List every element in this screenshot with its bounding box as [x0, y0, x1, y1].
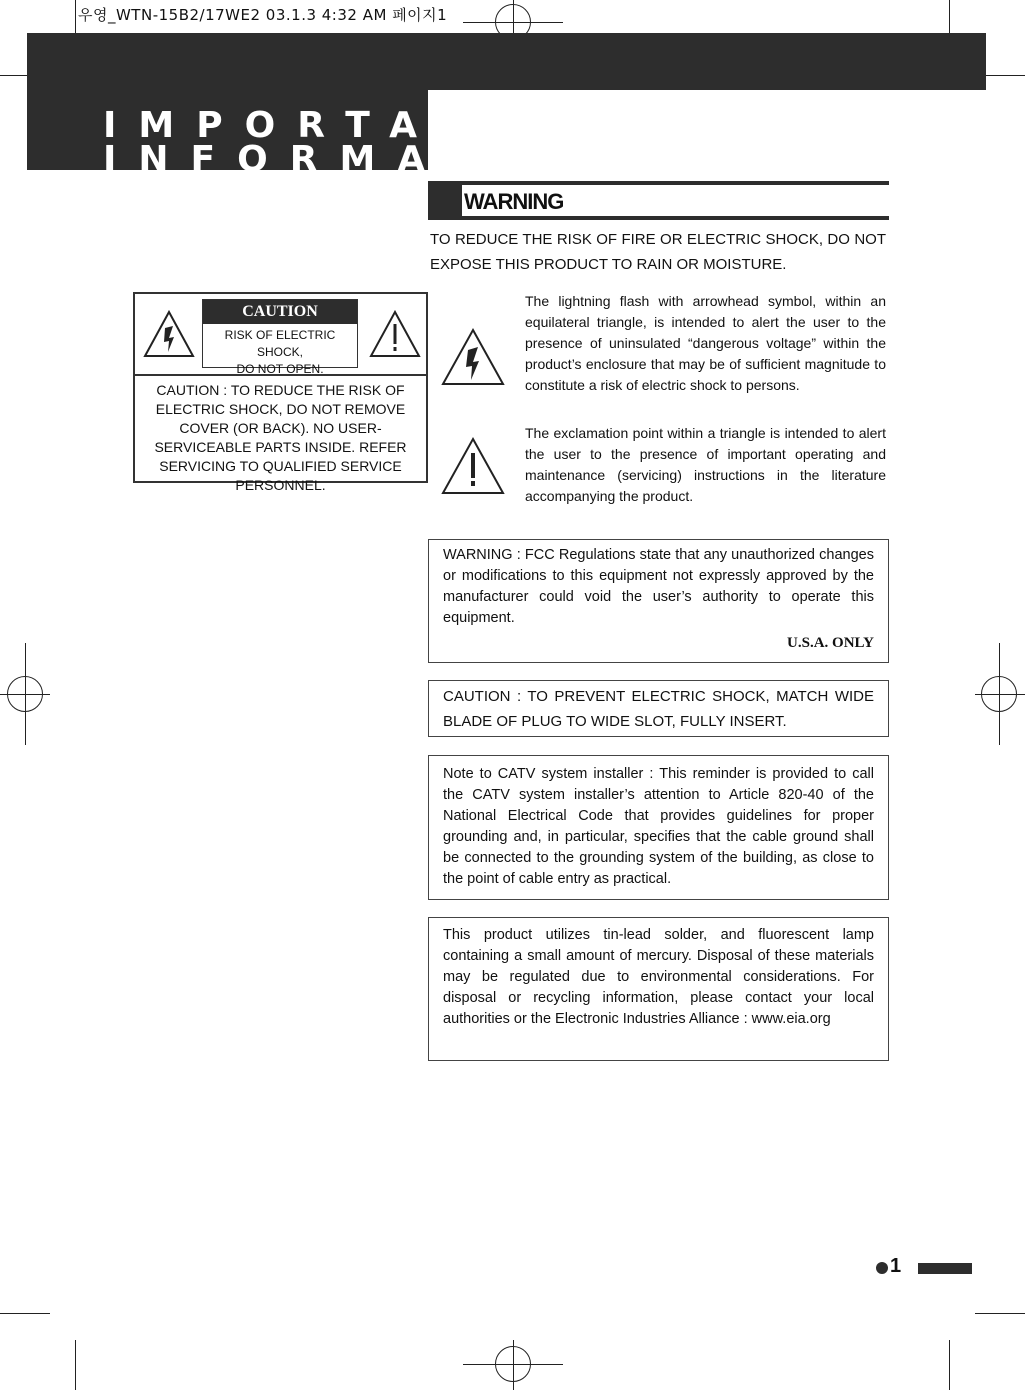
page-number: 1 — [890, 1255, 902, 1277]
lightning-symbol-icon — [441, 328, 505, 386]
page-number-bar — [918, 1263, 972, 1274]
lightning-symbol-text: The lightning flash with arrowhead symbol, within an equilateral triangle, is intended to alert the user to the presence of uninsulated “dangerous voltage” within the product’s enclosure that may be of sufficient magnitude to constitute a risk of electric shock to persons. — [525, 293, 886, 393]
crop-mark — [975, 1313, 1025, 1314]
page-number-dot — [876, 1262, 888, 1274]
title-line-2: INFORMATION — [103, 139, 632, 180]
caution-label — [133, 292, 428, 493]
caution-text: CAUTION : TO REDUCE THE RISK OF ELECTRIC SHOCK, DO NOT REMOVE COVER (OR BACK). NO USER-SERVICEABLE PARTS INSIDE. REFER SERVICING TO QUALIFIED SERVICE PERSONNEL. — [154, 382, 407, 493]
caution-line-2: DO NOT OPEN. — [236, 362, 324, 376]
fcc-region: U.S.A. ONLY — [787, 635, 874, 651]
exclamation-warning-icon — [369, 310, 421, 358]
crop-mark — [949, 1340, 950, 1390]
print-header: 우영_WTN-15B2/17WE2 03.1.3 4:32 AM 페이지1 — [78, 6, 448, 24]
disposal-note: This product utilizes tin-lead solder, and fluorescent lamp containing a small amount of mercury. Disposal of these materials may be regulated due to environmental considerations. For disposal or recycling information, please contact your local authorities or the Electronic Industries Alliance : www.eia.org — [428, 917, 889, 1061]
caution-tag — [202, 299, 358, 376]
caution-heading: CAUTION — [203, 300, 357, 324]
warning-text: TO REDUCE THE RISK OF FIRE OR ELECTRIC SHOCK, DO NOT EXPOSE THIS PRODUCT TO RAIN OR MOISTURE. — [430, 231, 886, 273]
exclamation-symbol-icon — [441, 437, 505, 495]
fcc-text: WARNING : FCC Regulations state that any unauthorized changes or modifications to this equipment not expressly approved by the manufacturer could void the user’s authority to operate this equipment. — [443, 547, 874, 626]
caution-label-header — [135, 294, 426, 376]
title-line-1: IMPORTANT — [103, 105, 538, 146]
plug-caution: CAUTION : TO PREVENT ELECTRIC SHOCK, MATCH WIDE BLADE OF PLUG TO WIDE SLOT, FULLY INSERT. — [428, 680, 889, 737]
fcc-notice — [428, 539, 889, 663]
registration-mark — [495, 1346, 531, 1382]
title-block — [27, 90, 632, 180]
caution-line-1: RISK OF ELECTRIC SHOCK, — [224, 328, 336, 359]
lightning-warning-icon — [143, 310, 195, 358]
warning-heading-tab — [428, 185, 462, 216]
caution-tag-body — [203, 324, 357, 378]
title-banner — [27, 33, 986, 90]
registration-mark — [7, 676, 43, 712]
exclamation-symbol-text: The exclamation point within a triangle is intended to alert the user to the presence of important operating and maintenance (servicing) instructions in the literature accompanying the product. — [525, 425, 886, 504]
catv-note: Note to CATV system installer : This reminder is provided to call the CATV system installer’s attention to Article 820-40 of the National Electrical Code that provides guidelines for proper grounding and, in particular, specifies that the cable ground shall be connected to the grounding system of the building, as close to the point of cable entry as practical. — [428, 755, 889, 900]
warning-heading-bar — [428, 181, 889, 220]
crop-mark — [0, 1313, 50, 1314]
crop-mark — [75, 1340, 76, 1390]
registration-mark — [981, 676, 1017, 712]
warning-heading: WARNING — [464, 189, 564, 214]
